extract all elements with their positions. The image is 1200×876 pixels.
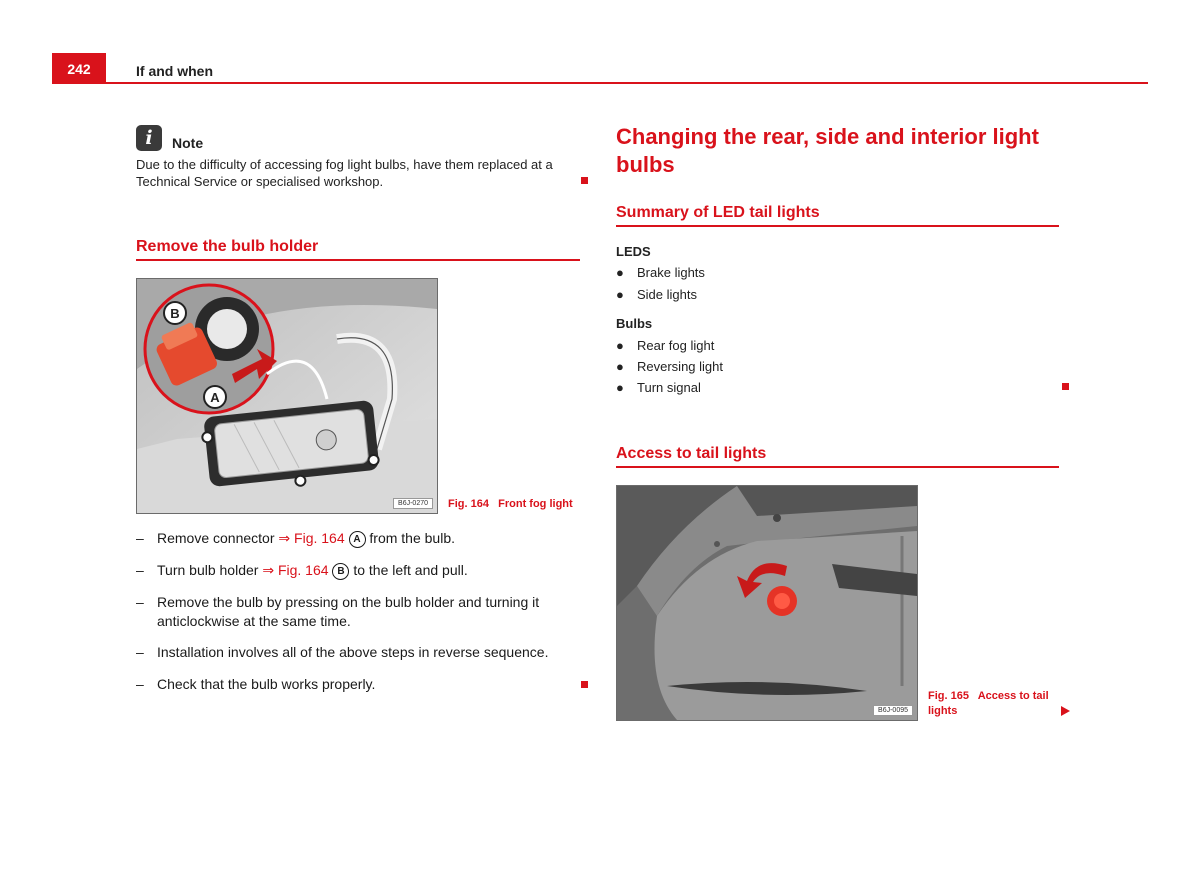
list-item-text: Brake lights [637,265,705,280]
figure-caption-164 [448,497,573,512]
list-item-text: Side lights [637,287,697,302]
figure-number: Fig. 164 [448,498,489,510]
step-text: anticlockwise at the same time. [157,613,351,629]
figure-tag: B6J-0270 [393,498,433,509]
step-item [136,529,580,549]
step-text: from the bulb. [369,530,456,546]
section-rule [616,225,1059,227]
info-icon: i [136,125,162,151]
step-text: to the left and pull. [353,562,468,578]
step-item [136,593,580,633]
step-dash: – [136,644,144,660]
list-heading-bulbs: Bulbs [616,316,653,331]
list-item-text: Turn signal [637,380,701,395]
section-rule [616,466,1059,468]
step-text: Remove the bulb by pressing on the bulb holder and turning it [157,594,540,610]
step-item [136,643,580,663]
step-text: Remove connector [157,530,275,546]
step-dash: – [136,594,144,610]
header-rule [106,82,1148,84]
list-heading-leds: LEDS [616,244,651,259]
figure-number: Fig. 165 [928,690,969,702]
step-text: Installation involves all of the above steps in reverse sequence. [157,644,549,660]
callout-b-label: B [170,306,180,321]
main-heading-line: Changing the rear, side and interior light [616,124,1039,149]
end-of-section-marker [581,681,588,688]
callout-a-ref: A [349,531,366,548]
main-heading-line: bulbs [616,152,675,177]
figure-caption-text: Front fog light [498,498,573,510]
figure-caption-text: Access to tail [977,690,1049,702]
figure-reference-link[interactable]: ⇒ Fig. 164 [262,562,329,578]
section-heading-access: Access to tail lights [616,445,767,462]
figure-access-tail-lights [616,485,918,721]
tail-light-access-illustration [617,486,917,720]
note-text: Due to the difficulty of accessing fog light bulbs, have them replaced at a Technical Service or specialised workshop. [136,157,553,189]
step-dash: – [136,530,144,546]
section-rule [136,259,580,261]
page-number: 242 [52,53,106,84]
end-of-section-marker [1062,383,1069,390]
figure-front-fog-light [136,278,438,514]
note-label: Note [172,135,204,151]
step-item [136,561,580,581]
section-heading-remove-bulb-holder: Remove the bulb holder [136,238,319,255]
figure-caption-text: lights [928,705,958,717]
running-header-title: If and when [136,63,213,79]
end-of-section-marker [581,177,588,184]
section-heading-summary: Summary of LED tail lights [616,204,820,221]
list-item-text: Reversing light [637,359,723,374]
step-item [136,675,580,695]
figure-tag: B6J-0095 [873,705,913,716]
list-item-text: Rear fog light [637,338,715,353]
main-heading [616,123,1076,179]
callout-b-ref: B [332,563,349,580]
figure-reference-link[interactable]: ⇒ Fig. 164 [278,530,345,546]
callout-a-label: A [210,390,220,405]
step-text: Turn bulb holder [157,562,259,578]
fog-light-illustration [137,279,437,513]
figure-caption-165 [928,689,1068,719]
step-text: Check that the bulb works properly. [157,676,376,692]
continue-arrow-icon [1061,706,1070,716]
step-dash: – [136,562,144,578]
step-dash: – [136,676,144,692]
